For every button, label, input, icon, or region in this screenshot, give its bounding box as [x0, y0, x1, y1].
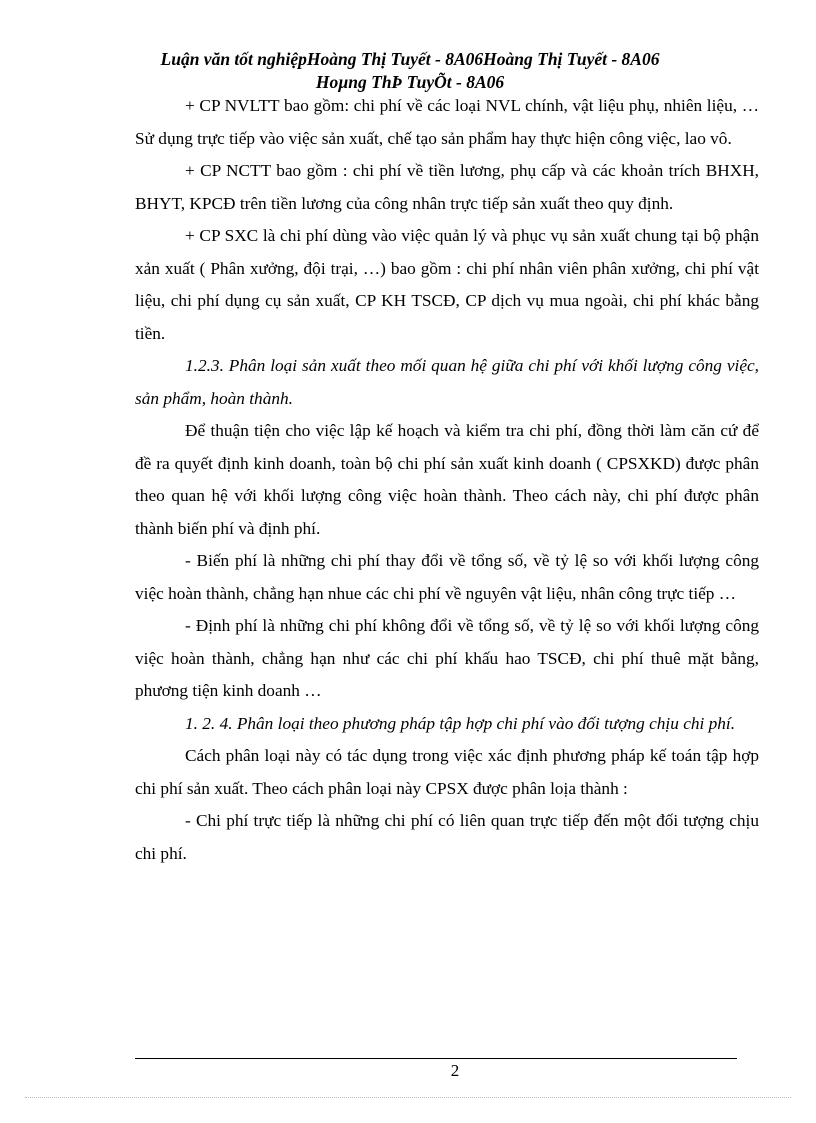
paragraph-direct-cost: - Chi phí trực tiếp là những chi phí có liên quan trực tiếp đến một đối tượng chịu chi phí. — [135, 811, 759, 863]
page-header — [130, 48, 690, 94]
paragraph-cp-sxc: + CP SXC là chi phí dùng vào việc quản lý và phục vụ sản xuất chung tại bộ phận xản xuất ( Phân xưởng, đội trại, …) bao gồm : chi phí nhân viên phân xưởng, chi phí vật liệu, chi phí dụng cụ sản xuất, CP KH TSCĐ, CP dịch vụ mua ngoài, chi phí khác bằng tiền. — [135, 226, 759, 343]
header-line-2: Hoµng ThÞ TuyÕt - 8A06 — [315, 72, 505, 92]
paragraph-fixed-cost: - Định phí là những chi phí không đổi về tổng số, về tỷ lệ so với khối lượng công việc hoàn thành, chẳng hạn như các chi phí khấu hao TSCĐ, chi phí thuê mặt bằng, phương tiện kinh doanh … — [135, 616, 759, 700]
header-line-1: Luận văn tốt nghiệpHoàng Thị Tuyết - 8A06Hoàng Thị Tuyết - 8A06 — [160, 49, 660, 69]
paragraph-variable-cost: - Biến phí là những chi phí thay đổi về tổng số, về tỷ lệ so với khối lượng công việc hoàn thành, chẳng hạn nhue các chi phí về nguyên vật liệu, nhân công trực tiếp … — [135, 551, 759, 603]
page-bottom-dotted-line — [25, 1097, 791, 1098]
paragraph-cp-nctt: + CP NCTT bao gồm : chi phí về tiền lương, phụ cấp và các khoản trích BHXH, BHYT, KPCĐ trên tiền lương của công nhân trực tiếp sản xuất theo quy định. — [135, 161, 759, 213]
section-heading-1-2-4: 1. 2. 4. Phân loại theo phương pháp tập hợp chi phí vào đối tượng chịu chi phí. — [185, 713, 736, 733]
paragraph-cp-nvltt: + CP NVLTT bao gồm: chi phí về các loại NVL chính, vật liệu phụ, nhiên liệu, …Sử dụng trực tiếp vào việc sản xuất, chế tạo sản phẩm hay thực hiện công việc, lao vô. — [135, 96, 759, 148]
footer-divider — [135, 1058, 737, 1059]
section-heading-1-2-3: 1.2.3. Phân loại sản xuất theo mối quan hệ giữa chi phí với khối lượng công việc, sản phẩm, hoàn thành. — [135, 356, 759, 408]
paragraph-classification-intro: Để thuận tiện cho việc lập kế hoạch và kiểm tra chi phí, đồng thời làm căn cứ để đề ra quyết định kinh doanh, toàn bộ chi phí sản xuất kinh doanh ( CPSXKD) được phân theo quan hệ với khối lượng công việc hoàn thành. Theo cách này, chi phí được phân thành biến phí và định phí. — [135, 421, 759, 538]
page-number: 2 — [450, 1061, 460, 1080]
document-body — [135, 90, 759, 870]
paragraph-method-intro: Cách phân loại này có tác dụng trong việc xác định phương pháp kế toán tập hợp chi phí sản xuất. Theo cách phân loại này CPSX được phân loịa thành : — [135, 746, 759, 798]
